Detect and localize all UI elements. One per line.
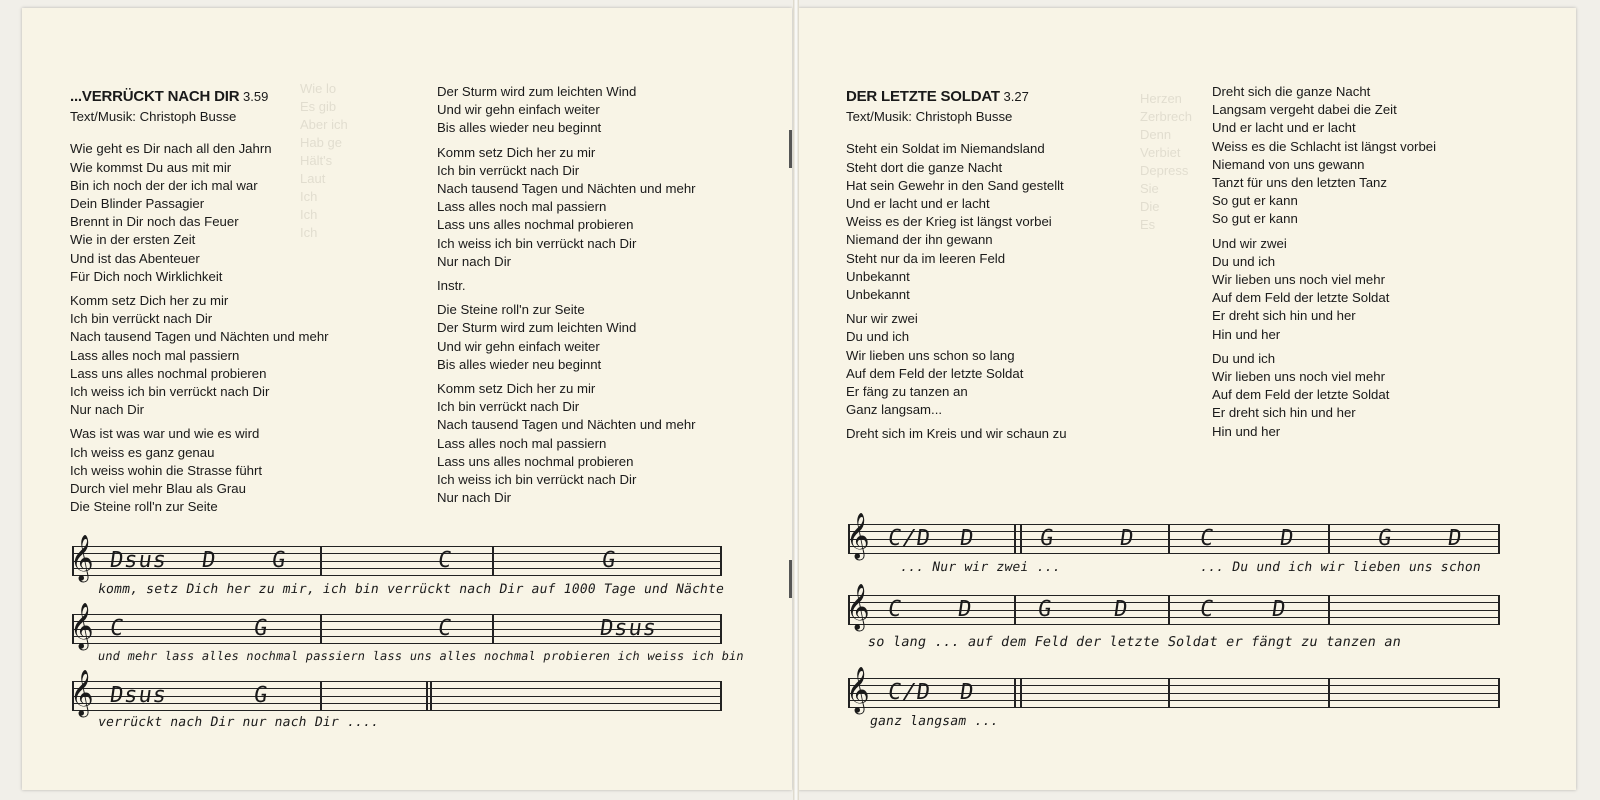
chord: D xyxy=(958,680,977,705)
song-credit: Text/Musik: Christoph Busse xyxy=(70,109,237,125)
right-song-column-1 xyxy=(846,88,1186,450)
music-staff xyxy=(846,667,1500,713)
treble-clef-icon: 𝄞 xyxy=(70,535,94,581)
right-song-column-2 xyxy=(1212,83,1552,447)
chord: Dsus xyxy=(108,548,169,573)
handwritten-lyric: so lang ... auf dem Feld der letzte Soldat er fängt zu tanzen an xyxy=(866,634,1403,650)
lyric-line: Komm setz Dich her zu mir xyxy=(70,293,229,309)
chord: D xyxy=(958,526,977,551)
treble-clef-icon: 𝄞 xyxy=(846,513,870,559)
booklet-spine xyxy=(793,0,799,800)
lyric-line: Auf dem Feld der letzte Soldat xyxy=(846,365,1024,381)
lyric-line: Nur nach Dir xyxy=(437,253,512,269)
lyric-line: Ich bin verrückt nach Dir xyxy=(437,162,580,178)
chord: D xyxy=(1118,526,1137,551)
lyric-line: Du und ich xyxy=(846,329,910,345)
lyric-line: Ich bin verrückt nach Dir xyxy=(70,311,213,327)
chord: C xyxy=(436,616,455,641)
handwritten-lyric: verrückt nach Dir nur nach Dir .... xyxy=(96,715,381,730)
stanza xyxy=(70,425,420,516)
handwritten-lyric: komm, setz Dich her zu mir, ich bin verrückt nach Dir auf 1000 Tage und Nächte xyxy=(96,582,726,597)
lyric-line: Die Steine roll'n zur Seite xyxy=(437,302,585,318)
lyric-line: Nur wir zwei xyxy=(846,311,918,327)
chord: D xyxy=(1112,597,1131,622)
lyric-line: Durch viel mehr Blau als Grau xyxy=(70,481,246,497)
music-staff xyxy=(70,535,722,581)
chord: D xyxy=(956,597,975,622)
lyric-line: Wir lieben uns schon so lang xyxy=(846,347,1015,363)
lyric-line: So gut er kann xyxy=(1212,211,1298,227)
music-staff xyxy=(846,584,1500,630)
lyric-line: Und er lacht und er lacht xyxy=(1212,120,1356,136)
lyric-line: Lass uns alles nochmal probieren xyxy=(437,453,634,469)
stanza xyxy=(437,83,777,138)
stanza xyxy=(1212,350,1552,441)
lyric-line: Ich weiss ich bin verrückt nach Dir xyxy=(70,384,270,400)
lyric-line: Unbekannt xyxy=(846,287,910,303)
lyric-line: Brennt in Dir noch das Feuer xyxy=(70,214,239,230)
stanza xyxy=(1212,235,1552,344)
lyric-line: Auf dem Feld der letzte Soldat xyxy=(1212,387,1390,403)
lyric-line: Lass uns alles nochmal probieren xyxy=(70,365,267,381)
handwritten-lyric: ... Nur wir zwei ... xyxy=(898,560,1062,575)
lyric-line: Dein Blinder Passagier xyxy=(70,196,205,212)
lyric-line: Steht ein Soldat im Niemandsland xyxy=(846,141,1045,157)
lyric-line: Komm setz Dich her zu mir xyxy=(437,381,596,397)
stanza xyxy=(437,277,777,295)
lyric-line: So gut er kann xyxy=(1212,193,1298,209)
lyric-line: Bis alles wieder neu beginnt xyxy=(437,356,602,372)
lyric-line: Nur nach Dir xyxy=(70,402,145,418)
lyric-line: Nach tausend Tagen und Nächten und mehr xyxy=(437,417,696,433)
chord: Dsus xyxy=(598,616,659,641)
lyric-line: Hat sein Gewehr in den Sand gestellt xyxy=(846,177,1064,193)
left-song-column-1 xyxy=(70,88,420,522)
chord: C/D xyxy=(886,680,933,705)
handwritten-lyric: und mehr lass alles nochmal passiern lass uns alles nochmal probieren ich weiss ich bin xyxy=(96,649,746,663)
chord: C xyxy=(1198,597,1217,622)
lyric-line: Ich weiss ich bin verrückt nach Dir xyxy=(437,235,637,251)
chord: G xyxy=(1038,526,1057,551)
music-staff xyxy=(70,603,722,649)
lyric-line: Unbekannt xyxy=(846,268,910,284)
chord: G xyxy=(270,548,289,573)
lyric-line: Wie geht es Dir nach all den Jahrn xyxy=(70,141,272,157)
lyric-line: Und ist das Abenteuer xyxy=(70,250,200,266)
stanza xyxy=(437,301,777,374)
lyric-line: Hin und her xyxy=(1212,326,1281,342)
stanza xyxy=(1212,83,1552,229)
lyric-line: Lass alles noch mal passiern xyxy=(437,199,607,215)
lyric-line: Tanzt für uns den letzten Tanz xyxy=(1212,175,1387,191)
chord: D xyxy=(1270,597,1289,622)
chord: C xyxy=(436,548,455,573)
lyric-line: Auf dem Feld der letzte Soldat xyxy=(1212,290,1390,306)
lyric-line: Der Sturm wird zum leichten Wind xyxy=(437,84,637,99)
chord: G xyxy=(252,616,271,641)
lyric-line: Langsam vergeht dabei die Zeit xyxy=(1212,102,1397,118)
lyrics-block xyxy=(437,83,777,507)
chord: D xyxy=(200,548,219,573)
lyric-line: Und wir gehn einfach weiter xyxy=(437,338,600,354)
lyric-line: Wir lieben uns noch viel mehr xyxy=(1212,272,1385,288)
lyric-line: Wir lieben uns noch viel mehr xyxy=(1212,369,1385,385)
chord: C/D xyxy=(886,526,933,551)
treble-clef-icon: 𝄞 xyxy=(70,603,94,649)
lyric-line: Er dreht sich hin und her xyxy=(1212,405,1356,421)
treble-clef-icon: 𝄞 xyxy=(70,670,94,716)
lyric-line: Ganz langsam... xyxy=(846,402,943,418)
stanza xyxy=(437,144,777,271)
music-staff xyxy=(846,513,1500,559)
stanza xyxy=(846,310,1186,419)
lyric-line: Weiss es der Krieg ist längst vorbei xyxy=(846,214,1052,230)
lyric-line: Und er lacht und er lacht xyxy=(846,196,990,212)
lyric-line: Ich weiss wohin die Strasse führt xyxy=(70,462,263,478)
treble-clef-icon: 𝄞 xyxy=(846,667,870,713)
lyrics-block xyxy=(1212,83,1552,441)
stanza xyxy=(70,292,420,419)
lyric-line: Wie kommst Du aus mit mir xyxy=(70,159,232,175)
lyric-line: Was ist was war und wie es wird xyxy=(70,426,260,442)
lyric-line: Steht nur da im leeren Feld xyxy=(846,250,1006,266)
chord: G xyxy=(252,683,271,708)
lyric-line: Du und ich xyxy=(1212,350,1276,366)
lyrics-block xyxy=(846,140,1186,443)
song-title: DER LETZTE SOLDAT xyxy=(846,88,1000,105)
lyric-line: Für Dich noch Wirklichkeit xyxy=(70,268,223,284)
show-through-text: Herzen Zerbrech Denn Verbiet Depress Sie Die Es xyxy=(1140,91,1193,232)
lyrics-block xyxy=(70,140,420,516)
lyric-line: Lass alles noch mal passiern xyxy=(437,435,607,451)
lyric-line: Nur nach Dir xyxy=(437,490,512,506)
show-through-text: Wie lo Es gib Aber ich Hab ge Hält's Laut Ich Ich Ich xyxy=(300,81,348,240)
lyric-line: Niemand der ihn gewann xyxy=(846,232,993,248)
staple xyxy=(789,560,792,598)
lyric-line: Er dreht sich hin und her xyxy=(1212,308,1356,324)
lyric-line: Und wir zwei xyxy=(1212,235,1287,251)
lyric-line: Er fäng zu tanzen an xyxy=(846,384,968,400)
left-song-column-2 xyxy=(437,83,777,513)
lyric-line: Wie in der ersten Zeit xyxy=(70,232,196,248)
lyric-line: Lass alles noch mal passiern xyxy=(70,347,240,363)
chord: C xyxy=(1198,526,1217,551)
lyric-line: Niemand von uns gewann xyxy=(1212,156,1365,172)
lyric-line: Ich weiss ich bin verrückt nach Dir xyxy=(437,472,637,488)
lyric-line: Hin und her xyxy=(1212,423,1281,439)
music-staff xyxy=(70,670,722,716)
staple xyxy=(789,130,792,168)
chord: C xyxy=(108,616,127,641)
handwritten-lyric: ganz langsam ... xyxy=(868,714,1000,729)
lyric-line: Ich weiss es ganz genau xyxy=(70,444,215,460)
handwritten-lyric: ... Du und ich wir lieben uns schon xyxy=(1198,560,1483,575)
lyric-line: Ich bin verrückt nach Dir xyxy=(437,399,580,415)
lyric-line: Nach tausend Tagen und Nächten und mehr xyxy=(70,329,329,345)
lyric-line: Instr. xyxy=(437,278,466,294)
lyric-line: Dreht sich die ganze Nacht xyxy=(1212,84,1371,99)
lyric-line: Du und ich xyxy=(1212,253,1276,269)
stanza xyxy=(437,380,777,507)
lyric-line: Dreht sich im Kreis und wir schaun zu xyxy=(846,426,1067,442)
chord: G xyxy=(600,548,619,573)
stanza xyxy=(846,425,1186,443)
chord: D xyxy=(1446,526,1465,551)
lyric-line: Nach tausend Tagen und Nächten und mehr xyxy=(437,181,696,197)
lyric-line: Lass uns alles nochmal probieren xyxy=(437,217,634,233)
song-credit: Text/Musik: Christoph Busse xyxy=(846,109,1013,125)
chord: C xyxy=(886,597,905,622)
song-duration: 3.27 xyxy=(1003,89,1029,104)
lyric-line: Die Steine roll'n zur Seite xyxy=(70,499,218,515)
song-duration: 3.59 xyxy=(243,89,269,104)
lyric-line: Komm setz Dich her zu mir xyxy=(437,144,596,160)
lyric-line: Weiss es die Schlacht ist längst vorbei xyxy=(1212,138,1437,154)
chord: G xyxy=(1376,526,1395,551)
song-title: ...VERRÜCKT NACH DIR xyxy=(70,88,240,105)
lyric-line: Der Sturm wird zum leichten Wind xyxy=(437,320,637,336)
lyric-line: Bin ich noch der der ich mal war xyxy=(70,177,258,193)
lyric-line: Bis alles wieder neu beginnt xyxy=(437,120,602,136)
lyric-line: Und wir gehn einfach weiter xyxy=(437,102,600,118)
stanza xyxy=(846,140,1186,304)
chord: G xyxy=(1036,597,1055,622)
chord: Dsus xyxy=(108,683,169,708)
treble-clef-icon: 𝄞 xyxy=(846,584,870,630)
chord: D xyxy=(1278,526,1297,551)
lyric-line: Steht dort die ganze Nacht xyxy=(846,159,1003,175)
stanza xyxy=(70,140,420,286)
